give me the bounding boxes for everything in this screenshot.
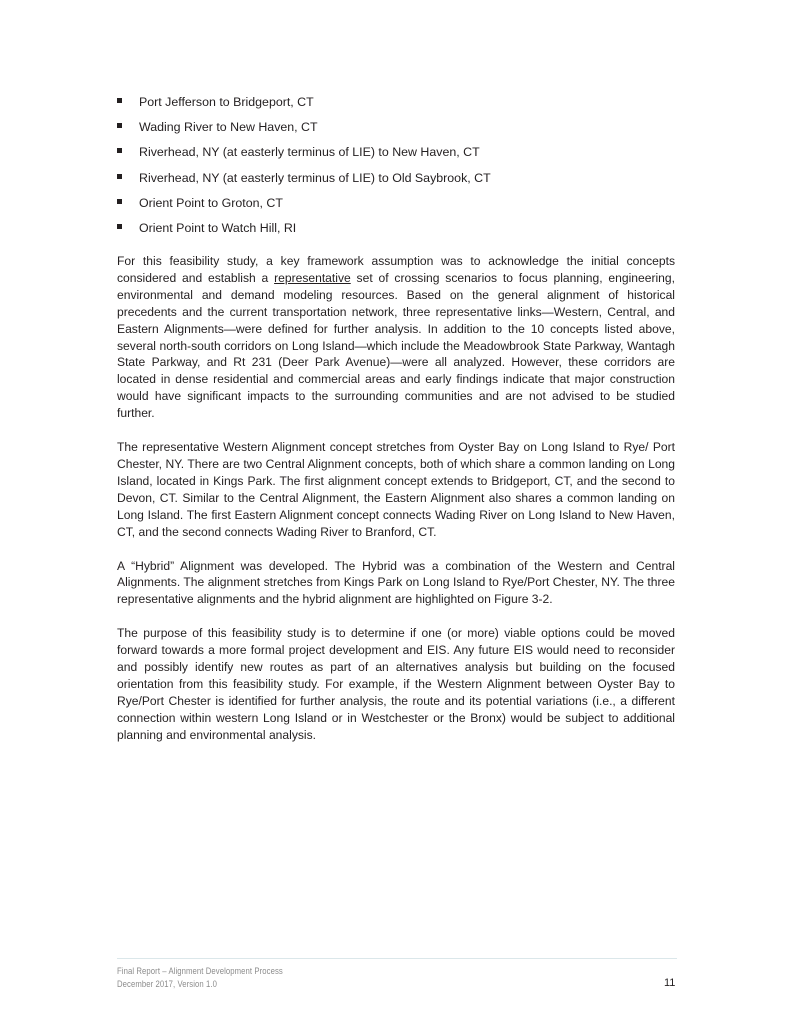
footer-report-title: Final Report – Alignment Development Process	[117, 966, 283, 976]
paragraph-representative-alignments: The representative Western Alignment concept stretches from Oyster Bay on Long Island to Rye/ Port Chester, NY. There are two Central Alignment concepts, both of which share a common landing on Long Island, located in Kings Park. The first alignment concept extends to Bridgeport, CT, and the second to Devon, CT. Similar to the Central Alignment, the Eastern Alignment also shares a common landing on Long Island. The first Eastern Alignment concept connects Wading River on Long Island to New Haven, CT, and the second connects Wading River to Branford, CT.	[117, 440, 675, 539]
list-item-text: Wading River to New Haven, CT	[139, 120, 318, 135]
list-item-text: Port Jefferson to Bridgeport, CT	[139, 95, 314, 109]
list-item	[117, 143, 687, 168]
footer-divider	[117, 958, 677, 959]
list-item-text: Riverhead, NY (at easterly terminus of LIE) to New Haven, CT	[139, 145, 480, 160]
paragraph-framework-assumption: For this feasibility study, a key framework assumption was to acknowledge the initial concepts considered and establish a representative set of crossing scenarios to focus planning, engineering, environmental and demand modeling resources. Based on the general alignment of historical precedents and the current transportation network, three representative links—Western, Central, and Eastern Alignments—were defined for further analysis. In addition to the 10 concepts listed above, several north-south corridors on Long Island—which include the Meadowbrook State Parkway, Wantagh State Parkway, and Rt 231 (Deer Park Avenue)—were all analyzed. However, these corridors are located in dense residential and commercial areas and early findings indicate that major construction would have significant impacts to the surrounding communities and are not advised to be studied further.	[117, 254, 675, 421]
footer-version: December 2017, Version 1.0	[117, 978, 217, 989]
list-item-text: Orient Point to Groton, CT	[139, 195, 283, 210]
paragraph-hybrid-alignment: A “Hybrid” Alignment was developed. The Hybrid was a combination of the Western and Central Alignments. The alignment stretches from Kings Park on Long Island to Rye/Port Chester, NY. The three representative alignments and the hybrid alignment are highlighted on Figure 3-2.	[117, 558, 675, 607]
square-bullet-icon	[117, 199, 122, 204]
square-bullet-icon	[117, 123, 122, 128]
list-item-text: Riverhead, NY (at easterly terminus of LIE) to Old Saybrook, CT	[139, 170, 491, 185]
alignment-concepts-list	[117, 93, 687, 244]
body-text	[117, 253, 675, 761]
square-bullet-icon	[117, 174, 122, 179]
list-item	[117, 93, 687, 118]
square-bullet-icon	[117, 148, 122, 153]
underlined-term: representative	[274, 270, 351, 285]
list-item	[117, 169, 687, 194]
footer-document-info	[117, 965, 283, 990]
square-bullet-icon	[117, 98, 122, 103]
paragraph-study-purpose: The purpose of this feasibility study is to determine if one (or more) viable options could be moved forward towards a more formal project development and EIS. Any future EIS would need to reconsider and possibly identify new routes as part of an alternatives analysis but building on the focused orientation from this feasibility study. For example, if the Western Alignment between Oyster Bay to Rye/Port Chester is identified for further analysis, the route and its potential variations (i.e., a different connection within western Long Island or in Westchester or the Bronx) would be subject to additional planning and environmental analysis.	[117, 626, 675, 742]
list-item	[117, 194, 687, 219]
list-item	[117, 219, 687, 244]
list-item-text: Orient Point to Watch Hill, RI	[139, 220, 297, 235]
page-number: 11	[664, 977, 676, 989]
list-item	[117, 118, 687, 143]
square-bullet-icon	[117, 224, 122, 229]
